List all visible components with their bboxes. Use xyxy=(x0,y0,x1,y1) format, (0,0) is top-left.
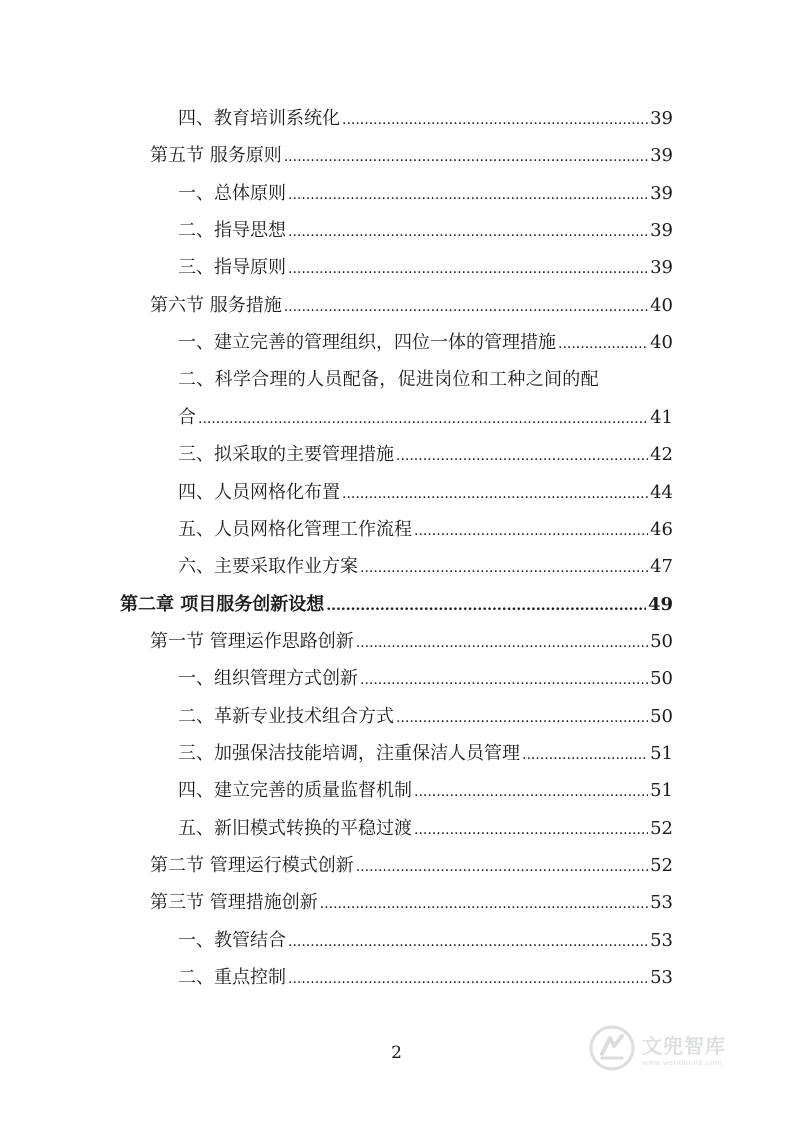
toc-leader-dots xyxy=(288,220,648,243)
toc-leader-dots xyxy=(288,930,648,953)
toc-entry-title: 一、组织管理方式创新 xyxy=(178,668,358,689)
page-number: 2 xyxy=(391,1043,402,1063)
toc-entry[interactable] xyxy=(150,855,673,878)
toc-entry-page: 53 xyxy=(650,892,673,913)
watermark-url: www.wendoulib.com xyxy=(642,1058,723,1067)
toc-entry-title: 三、拟采取的主要管理措施 xyxy=(178,444,394,465)
toc-entry-title: 五、新旧模式转换的平稳过渡 xyxy=(178,818,412,839)
toc-entry-title: 二、科学合理的人员配备，促进岗位和工种之间的配 xyxy=(178,369,599,390)
toc-entry[interactable] xyxy=(178,780,673,803)
toc-entry[interactable] xyxy=(178,407,673,430)
toc-entry-title: 三、加强保洁技能培调，注重保洁人员管理 xyxy=(178,743,520,764)
toc-entry-page: 39 xyxy=(650,183,673,204)
toc-entry-title: 合 xyxy=(178,407,196,428)
toc-entry-title: 第二节 管理运行模式创新 xyxy=(150,855,354,876)
toc-leader-dots xyxy=(414,780,648,803)
toc-leader-dots xyxy=(396,706,648,729)
toc-entry-page: 52 xyxy=(650,818,673,839)
toc-entry[interactable] xyxy=(178,668,673,691)
toc-leader-dots xyxy=(198,407,648,430)
toc-entry[interactable] xyxy=(178,332,673,355)
toc-entry-title: 四、人员网格化布置 xyxy=(178,482,340,503)
toc-leader-dots xyxy=(522,743,648,766)
toc-entry-title: 二、重点控制 xyxy=(178,967,286,988)
toc-entry-page: 41 xyxy=(650,407,673,428)
toc-entry-page: 42 xyxy=(650,444,673,465)
toc-entry-page: 53 xyxy=(650,930,673,951)
toc-entry-title: 四、教育培训系统化 xyxy=(178,108,340,129)
toc-entry-page: 53 xyxy=(650,967,673,988)
toc-leader-dots xyxy=(360,556,648,579)
toc-entry-page: 46 xyxy=(650,519,673,540)
toc-entry-title: 六、主要采取作业方案 xyxy=(178,556,358,577)
toc-entry[interactable] xyxy=(178,482,673,505)
toc-entry[interactable] xyxy=(178,183,673,206)
toc-leader-dots xyxy=(342,108,648,131)
toc-leader-dots xyxy=(284,145,648,168)
toc-leader-dots xyxy=(396,444,648,467)
toc-leader-dots xyxy=(414,519,648,542)
toc-entry[interactable] xyxy=(178,930,673,953)
toc-entry-page: 39 xyxy=(650,220,673,241)
toc-entry[interactable] xyxy=(178,444,673,467)
toc-leader-dots xyxy=(558,332,648,355)
toc-leader-dots xyxy=(320,892,648,915)
toc-leader-dots xyxy=(356,631,648,654)
watermark-name: 文兜智库 xyxy=(642,1033,726,1058)
toc-leader-dots xyxy=(288,257,648,280)
toc-entry-title: 第二章 项目服务创新设想 xyxy=(120,594,325,615)
toc-entry[interactable] xyxy=(178,706,673,729)
toc-entry-title: 第六节 服务措施 xyxy=(150,295,282,316)
toc-leader-dots xyxy=(288,967,648,990)
toc-entry[interactable] xyxy=(178,108,673,131)
toc-entry-title: 第三节 管理措施创新 xyxy=(150,892,318,913)
toc-entry-title: 四、建立完善的质量监督机制 xyxy=(178,780,412,801)
toc-entry-page: 47 xyxy=(650,556,673,577)
toc-entry[interactable] xyxy=(150,145,673,168)
toc-entry-title: 二、指导思想 xyxy=(178,220,286,241)
toc-entry[interactable] xyxy=(150,631,673,654)
toc-entry-title: 第一节 管理运作思路创新 xyxy=(150,631,354,652)
toc-entry[interactable] xyxy=(178,743,673,766)
toc-entry-page: 39 xyxy=(650,257,673,278)
toc-leader-dots xyxy=(414,818,648,841)
toc-leader-dots xyxy=(288,183,648,206)
toc-entry-page: 40 xyxy=(650,295,673,316)
watermark-logo-icon xyxy=(588,1024,636,1072)
toc-entry[interactable] xyxy=(178,519,673,542)
toc-leader-dots xyxy=(284,295,648,318)
toc-entry-page: 51 xyxy=(650,743,673,764)
toc-entry-title: 一、教管结合 xyxy=(178,930,286,951)
toc-entry-page: 39 xyxy=(650,145,673,166)
toc-entry[interactable] xyxy=(178,556,673,579)
toc-entry-page: 44 xyxy=(650,482,673,503)
toc-leader-dots xyxy=(356,855,648,878)
toc-entry[interactable] xyxy=(150,295,673,318)
toc-entry-page: 50 xyxy=(650,706,673,727)
toc-entry-page: 39 xyxy=(650,108,673,129)
toc-entry-title: 二、革新专业技术组合方式 xyxy=(178,706,394,727)
toc-entry-title: 三、指导原则 xyxy=(178,257,286,278)
toc-entry-page: 49 xyxy=(647,594,673,615)
toc-leader-dots xyxy=(326,594,646,617)
toc-entry[interactable] xyxy=(178,818,673,841)
toc-entry-title: 一、建立完善的管理组织，四位一体的管理措施 xyxy=(178,332,556,353)
toc-entry-page: 50 xyxy=(650,668,673,689)
toc-chapter-entry[interactable] xyxy=(120,594,673,617)
toc-entry-title: 五、人员网格化管理工作流程 xyxy=(178,519,412,540)
toc-entry-page: 40 xyxy=(650,332,673,353)
toc-entry-page: 52 xyxy=(650,855,673,876)
toc-entry-page: 50 xyxy=(650,631,673,652)
toc-entry[interactable] xyxy=(178,257,673,280)
watermark xyxy=(588,1020,758,1076)
toc-entry-title: 第五节 服务原则 xyxy=(150,145,282,166)
toc-leader-dots xyxy=(360,668,648,691)
toc-entry[interactable] xyxy=(178,369,673,391)
toc-entry[interactable] xyxy=(150,892,673,915)
toc-entry[interactable] xyxy=(178,967,673,990)
toc-entry-page: 51 xyxy=(650,780,673,801)
toc-entry[interactable] xyxy=(178,220,673,243)
toc-entry-title: 一、总体原则 xyxy=(178,183,286,204)
toc-leader-dots xyxy=(342,482,648,505)
